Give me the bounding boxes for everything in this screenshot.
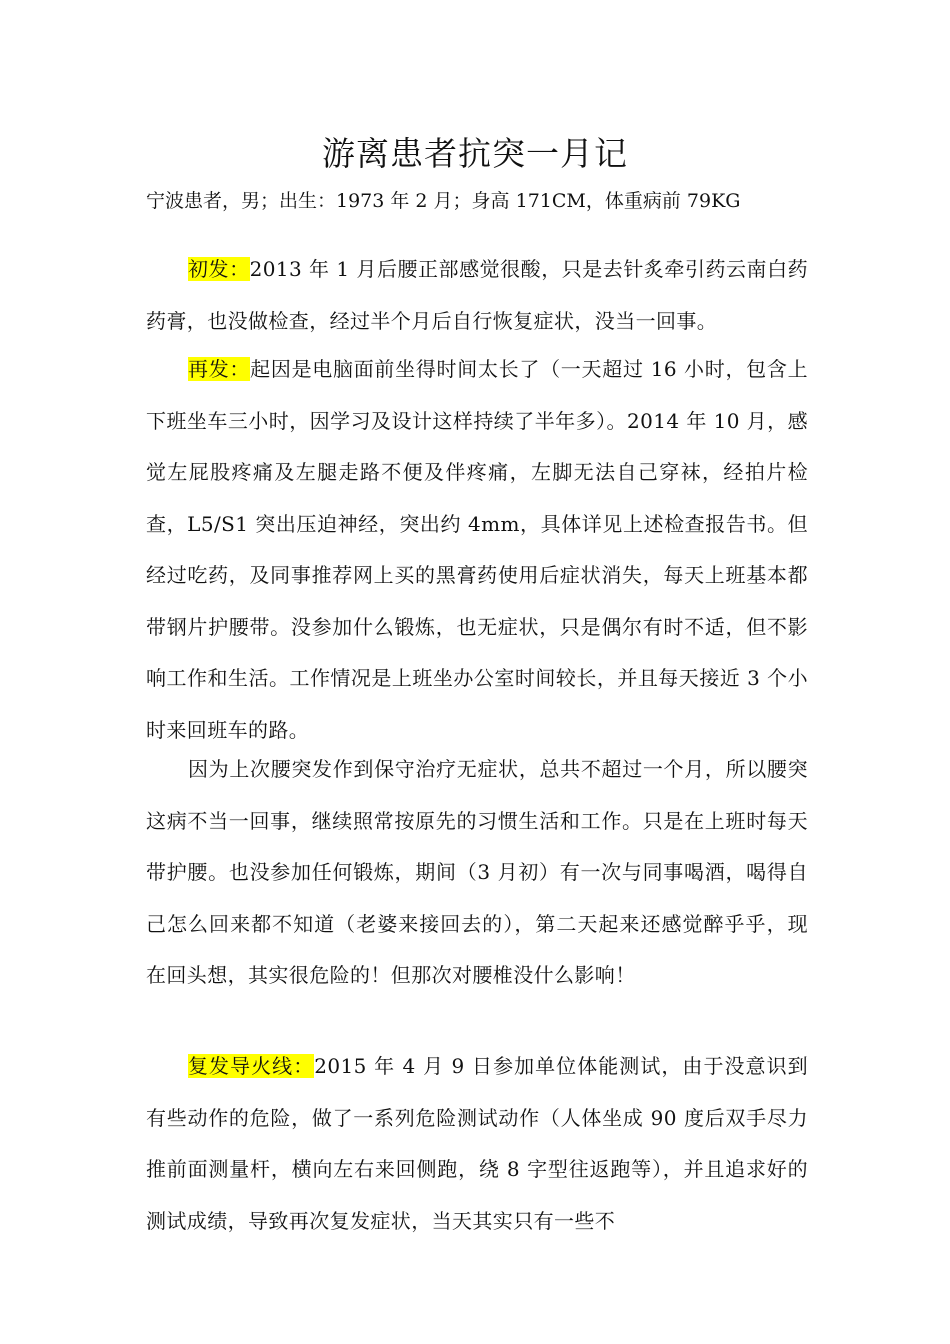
paragraph-initial-onset	[146, 244, 808, 347]
paragraph-relapse-trigger	[146, 1041, 808, 1247]
document-title: 游离患者抗突一月记	[322, 134, 628, 173]
paragraph-text: 2015 年 4 月 9 日参加单位体能测试，由于没意识到有些动作的危险，做了一系列危险测试动作（人体坐成 90 度后双手尽力推前面测量杆，横向左右来回侧跑，绕 8 字型往返跑等），并且追求好的测试成绩，导致再次复发症状，当天其实只有一些不	[146, 1054, 809, 1233]
paragraph-text: 起因是电脑面前坐得时间太长了（一天超过 16 小时，包含上下班坐车三小时，因学习及设计这样持续了半年多）。2014 年 10 月，感觉左屁股疼痛及左腿走路不便及伴疼痛，左脚无法自己穿袜，经拍片检查，L5/S1 突出压迫神经，突出约 4mm，具体详见上述检查报告书。但经过吃药，及同事推荐网上买的黑膏药使用后症状消失，每天上班基本都带钢片护腰带。没参加什么锻炼，也无症状，只是偶尔有时不适，但不影响工作和生活。工作情况是上班坐办公室时间较长，并且每天接近 3 个小时来回班车的路。	[146, 357, 809, 742]
highlighted-label: 再发：	[188, 357, 251, 381]
paragraph-continued-habits	[146, 744, 808, 1002]
paragraph-text: 因为上次腰突发作到保守治疗无症状，总共不超过一个月，所以腰突这病不当一回事，继续照常按原先的习惯生活和工作。只是在上班时每天带护腰。也没参加任何锻炼，期间（3 月初）有一次与同事喝酒，喝得自己怎么回来都不知道（老婆来接回去的），第二天起来还感觉醉乎乎，现在回头想，其实很危险的！但那次对腰椎没什么影响！	[146, 757, 808, 987]
patient-info-line: 宁波患者，男；出生：1973 年 2 月；身高 171CM，体重病前 79KG	[146, 190, 741, 212]
highlighted-label: 初发：	[188, 257, 250, 281]
highlighted-label: 复发导火线：	[188, 1054, 315, 1078]
paragraph-text: 2013 年 1 月后腰正部感觉很酸，只是去针炙牵引药云南白药药膏，也没做检查，经过半个月后自行恢复症状，没当一回事。	[146, 257, 808, 333]
paragraph-recurrence	[146, 344, 808, 756]
